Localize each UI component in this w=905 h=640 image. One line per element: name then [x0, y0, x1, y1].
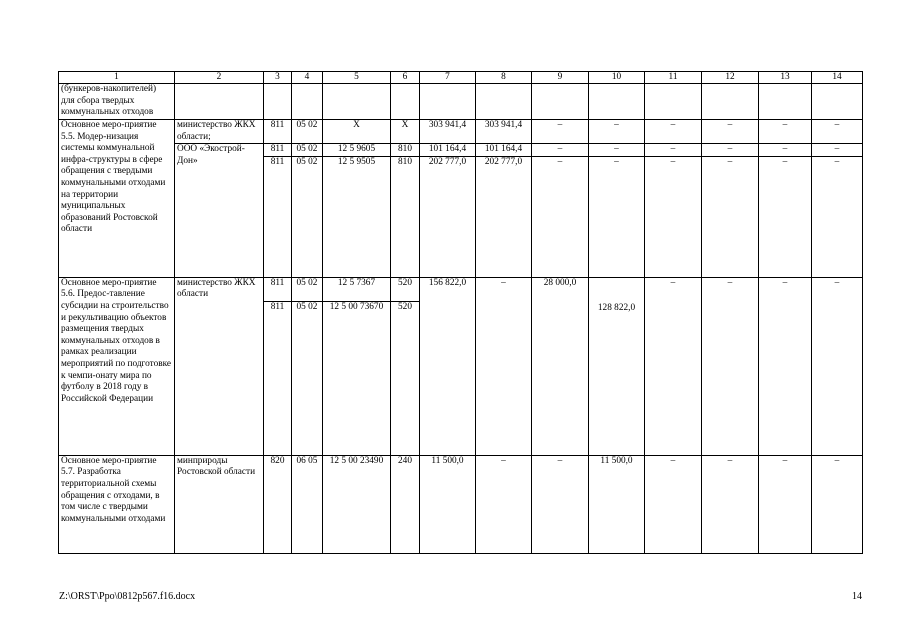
header-cell: 8: [476, 72, 532, 84]
measure-name-cell: Основное меро-приятие 5.5. Модер-низация системы коммунальной инфра-структуры в сфере обращения с твердыми коммунальными отходами на территории муниципальных образований Ростовской области: [59, 120, 175, 278]
total-cell: 303 941,4: [420, 120, 476, 144]
year-cell: –: [759, 455, 812, 553]
year-cell: 202 777,0: [476, 156, 532, 277]
rzpr-cell: 05 02: [292, 301, 323, 455]
rzpr-cell: 05 02: [292, 144, 323, 157]
year-cell: –: [645, 120, 702, 144]
year-cell: –: [702, 455, 759, 553]
header-cell: 7: [420, 72, 476, 84]
table-cell: [812, 84, 863, 120]
header-cell: 3: [264, 72, 292, 84]
table-cell: [292, 84, 323, 120]
header-cell: 6: [391, 72, 420, 84]
header-cell: 1: [59, 72, 175, 84]
header-cell: 11: [645, 72, 702, 84]
year-cell: 28 000,0: [532, 277, 589, 455]
year-cell: –: [645, 156, 702, 277]
footer-file-path: Z:\ORST\Ppo\0812p567.f16.docx: [59, 591, 196, 602]
grbs-cell: 811: [264, 156, 292, 277]
table-cell: [323, 84, 391, 120]
table-cell: [645, 84, 702, 120]
rzpr-cell: 05 02: [292, 120, 323, 144]
year-cell: –: [532, 144, 589, 157]
year-cell: –: [702, 120, 759, 144]
year-cell: –: [702, 144, 759, 157]
year-cell: 303 941,4: [476, 120, 532, 144]
rzpr-cell: 06 05: [292, 455, 323, 553]
csr-cell: 12 5 7367: [323, 277, 391, 301]
table-cell: [532, 84, 589, 120]
table-cell: [391, 84, 420, 120]
year-cell: –: [532, 120, 589, 144]
rzpr-cell: 05 02: [292, 277, 323, 301]
year-cell: –: [589, 144, 645, 157]
vr-cell: 240: [391, 455, 420, 553]
table-cell: [264, 84, 292, 120]
page-number: 14: [852, 591, 862, 602]
measure-name-cell: Основное меро-приятие 5.6. Предос-тавление субсидии на строительство и рекультивацию объектов размещения твердых коммунальных отходов в рамках реализации мероприятий по подготовке к чемпи-онату мира по футболу в 2018 году в Российской Федерации: [59, 277, 175, 455]
rzpr-cell: 05 02: [292, 156, 323, 277]
table-cell: [759, 84, 812, 120]
year-cell: –: [759, 144, 812, 157]
executor-cell: ООО «Экострой-Дон»: [175, 144, 264, 278]
total-cell: 156 822,0: [420, 277, 476, 455]
grbs-cell: 811: [264, 144, 292, 157]
header-cell: 5: [323, 72, 391, 84]
csr-cell: 12 5 9505: [323, 156, 391, 277]
executor-cell: министерство ЖКХ области;: [175, 120, 264, 144]
year-cell: –: [532, 455, 589, 553]
table-cell: [702, 84, 759, 120]
table-row: [59, 144, 863, 157]
table-row: [59, 455, 863, 553]
budget-table: [58, 71, 863, 554]
table-cell: [175, 84, 264, 120]
year-cell: –: [759, 277, 812, 455]
grbs-cell: 811: [264, 120, 292, 144]
header-cell: 13: [759, 72, 812, 84]
total-cell: 101 164,4: [420, 144, 476, 157]
header-cell: 9: [532, 72, 589, 84]
vr-cell: 810: [391, 156, 420, 277]
header-cell: 14: [812, 72, 863, 84]
year-cell: –: [812, 144, 863, 157]
table-cell: [589, 84, 645, 120]
year-cell: –: [532, 156, 589, 277]
total-cell: 11 500,0: [420, 455, 476, 553]
vr-cell: 520: [391, 301, 420, 455]
year-cell: –: [589, 156, 645, 277]
vr-cell: 520: [391, 277, 420, 301]
csr-cell: 12 5 00 73670: [323, 301, 391, 455]
year-cell: –: [812, 120, 863, 144]
grbs-cell: 811: [264, 301, 292, 455]
measure-name-cell: (бункеров-накопителей) для сбора твердых коммунальных отходов: [59, 84, 175, 120]
year-cell: –: [589, 120, 645, 144]
header-cell: 10: [589, 72, 645, 84]
table-row: [59, 120, 863, 144]
executor-cell: министерство ЖКХ области: [175, 277, 264, 455]
executor-cell: минприроды Ростовской области: [175, 455, 264, 553]
year-cell: 128 822,0: [589, 277, 645, 455]
csr-cell: Х: [323, 120, 391, 144]
year-cell: –: [812, 156, 863, 277]
year-cell: –: [759, 156, 812, 277]
year-cell: –: [759, 120, 812, 144]
year-cell: –: [702, 277, 759, 455]
year-cell: –: [476, 277, 532, 455]
total-cell: 202 777,0: [420, 156, 476, 277]
year-cell: –: [812, 277, 863, 455]
year-cell: –: [812, 455, 863, 553]
year-cell: –: [702, 156, 759, 277]
vr-cell: Х: [391, 120, 420, 144]
year-cell: –: [645, 277, 702, 455]
grbs-cell: 811: [264, 277, 292, 301]
grbs-cell: 820: [264, 455, 292, 553]
vr-cell: 810: [391, 144, 420, 157]
csr-cell: 12 5 00 23490: [323, 455, 391, 553]
table-cell: [476, 84, 532, 120]
measure-name-cell: Основное меро-приятие 5.7. Разработка территориальной схемы обращения с отходами, в том числе с твердыми коммунальными отходами: [59, 455, 175, 553]
header-cell: 4: [292, 72, 323, 84]
table-cell: [420, 84, 476, 120]
table-row: [59, 277, 863, 301]
header-cell: 12: [702, 72, 759, 84]
year-cell: 11 500,0: [589, 455, 645, 553]
year-cell: –: [476, 455, 532, 553]
year-cell: –: [645, 144, 702, 157]
header-cell: 2: [175, 72, 264, 84]
year-cell: –: [645, 455, 702, 553]
csr-cell: 12 5 9605: [323, 144, 391, 157]
header-row: [59, 72, 863, 84]
table-row: [59, 84, 863, 120]
year-cell: 101 164,4: [476, 144, 532, 157]
